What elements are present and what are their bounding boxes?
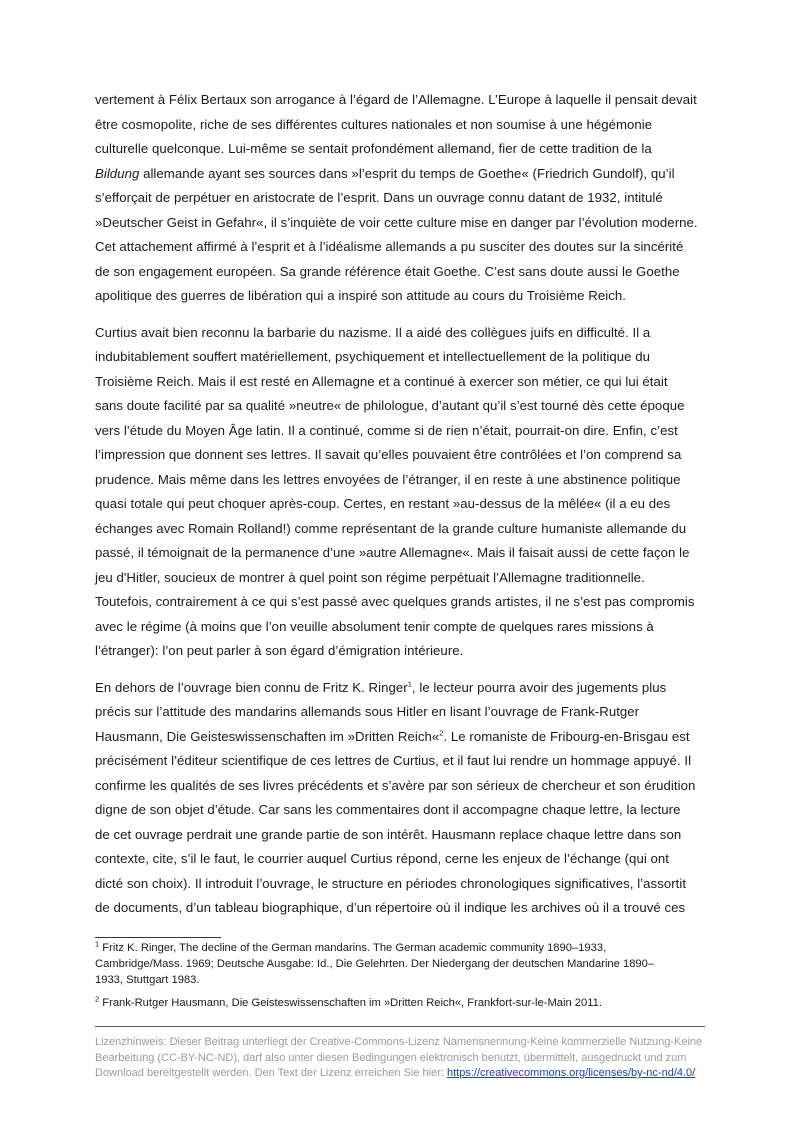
text-line: Bearbeitung (CC-BY-NC-ND), darf also unter diesen Bedingungen elektronisch benutzt, übermittelt, ausgedruckt und zum — [95, 1051, 687, 1064]
text-line: Lizenzhinweis: Dieser Beitrag unterliegt der Creative-Commons-Lizenz Namensnennung-Keine kommerzielle Nutzung-Keine — [95, 1036, 703, 1048]
text-line: quasi totale qui peut choquer après-coup. Certes, en restant »au-dessus de la mêlée« (il a eu des — [95, 496, 671, 511]
text-line: l’étranger): l’on peut parler à son égard d’émigration intérieure. — [95, 643, 464, 658]
text-line: sans doute facilité par sa qualité »neutre« de philologue, d’autant qu’il s’est tourné dès cette époque — [95, 398, 685, 413]
footnote-number: 1 — [95, 939, 100, 949]
text-line: vers l’étude du Moyen Âge latin. Il a continué, comme si de rien n’était, pourrait-on dire. Enfin, c’est — [95, 422, 678, 438]
paragraph-3 — [95, 676, 707, 921]
main-text — [95, 88, 707, 933]
text-line — [95, 162, 707, 187]
license-link[interactable]: https://creativecommons.org/licenses/by-nc-nd/4.0/ — [447, 1067, 696, 1079]
footnote-separator — [95, 937, 221, 938]
text-line: »Deutscher Geist in Gefahr«, il s’inquiète de voir cette culture mise en danger par l’évolution moderne. — [95, 214, 698, 230]
text-line: dicté son choix). Il introduit l’ouvrage, le structure en périodes chronologiques significatives, l’assortit — [95, 875, 687, 891]
text-line: indubitablement souffert matériellement, psychiquement et intellectuellement de la politique du — [95, 349, 651, 364]
text-fragment: Hausmann, Die Geisteswissenschaften im »Dritten Reich« — [95, 728, 440, 744]
text-fragment: . Le romaniste de Fribourg-en-Brisgau est — [443, 728, 690, 744]
text-line: Cambridge/Mass. 1969; Deutsche Ausgabe: Id., Die Gelehrten. Der Niedergang der deutschen Mandarine 1890– — [95, 958, 655, 970]
footnote-ref-2[interactable]: 2 — [439, 728, 444, 738]
paragraph-2 — [95, 321, 707, 664]
text-line: avec le régime (à moins que l’on veuille absolument tenir compte de quelques rares missions à — [95, 618, 654, 634]
text-line: prudence. Mais même dans les lettres envoyées de l’étranger, il en reste à une abstinence politique — [95, 471, 681, 487]
text-line: passé, il témoignait de la permanence d’une »autre Allemagne«. Mais il faisait aussi de cette façon le — [95, 545, 690, 560]
text-line: l’impression que donnent ses lettres. Il savait qu’elles pouvaient être contrôlées et l’on comprend sa — [95, 447, 682, 462]
license-notice — [95, 1035, 707, 1082]
text-line: échanges avec Romain Rolland!) comme représentant de la grande culture humaniste allemande du — [95, 520, 687, 536]
text-line — [95, 1066, 707, 1082]
footnote-2 — [95, 995, 707, 1011]
text-line: 1933, Stuttgart 1983. — [95, 974, 200, 986]
text-fragment: , le lecteur pourra avoir des jugements plus — [411, 679, 667, 695]
text-line: être cosmopolite, riche de ses différentes cultures nationales et non soumise à une hégémonie — [95, 116, 653, 132]
text-line: de son engagement européen. Sa grande référence était Goethe. C’est sans doute aussi le Goethe — [95, 263, 680, 279]
footnote-ref-1[interactable]: 1 — [407, 679, 412, 689]
text-line: jeu d'Hitler, soucieux de montrer à quel point son régime perpétuait l’Allemagne traditionnelle. — [95, 569, 645, 585]
text-fragment: Frank-Rutger Hausmann, Die Geisteswissenschaften im »Dritten Reich«, Frankfort-sur-le-Main 2011. — [99, 997, 602, 1009]
text-line: Cet attachement affirmé à l’esprit et à l’idéalisme allemands a pu susciter des doutes sur la sincérité — [95, 239, 684, 254]
text-fragment: Download bereitgestellt werden. Den Text der Lizenz erreichen Sie hier: — [95, 1067, 447, 1079]
text-fragment: allemande ayant ses sources dans »l’esprit du temps de Goethe« (Friedrich Gundolf), qu’il — [143, 165, 675, 181]
text-line: Toutefois, contrairement à ce qui s’est passé avec quelques grands artistes, il ne s’est pas compromis — [95, 594, 695, 609]
italic-term: Bildung — [95, 165, 140, 181]
text-line: de documents, d’un tableau biographique, d’un répertoire où il indique les archives où il a trouvé ces — [95, 900, 686, 915]
text-line: précis sur l’attitude des mandarins allemands sous Hitler en lisant l’ouvrage de Frank-Rutger — [95, 704, 640, 719]
text-line: précisément l’éditeur scientifique de ces lettres de Curtius, et il faut lui rendre un hommage appuyé. Il — [95, 753, 692, 768]
text-line: Troisième Reich. Mais il est resté en Allemagne et a continué à exercer son métier, ce qui lui était — [95, 373, 668, 389]
text-line: Curtius avait bien reconnu la barbarie du nazisme. Il a aidé des collègues juifs en difficulté. Il a — [95, 324, 651, 340]
text-line — [95, 676, 707, 701]
text-line: confirme les qualités de ses livres précédents et s’avère par son sérieux de chercheur et son érudition — [95, 777, 696, 793]
text-line: digne de son objet d’étude. Car sans les commentaires dont il accompagne chaque lettre, la lecture — [95, 802, 681, 817]
footnote-number: 2 — [95, 994, 100, 1004]
paragraph-1 — [95, 88, 707, 309]
text-line: s’efforçait de perpétuer en aristocrate de l’esprit. Dans un ouvrage connu datant de 1932, intitulé — [95, 190, 663, 205]
text-fragment: Fritz K. Ringer, The decline of the German mandarins. The German academic community 1890–1933, — [99, 942, 607, 954]
footnote-1 — [95, 940, 707, 988]
text-line: apolitique des guerres de libération qui a inspiré son attitude au cours du Troisième Reich. — [95, 288, 626, 303]
text-line — [95, 940, 707, 956]
license-separator — [95, 1026, 705, 1027]
text-line — [95, 995, 707, 1011]
text-fragment: En dehors de l’ouvrage bien connu de Fritz K. Ringer — [95, 679, 408, 695]
text-line: culturelle quelconque. Lui-même se sentait profondément allemand, fier de cette tradition de la — [95, 141, 652, 156]
footnotes — [95, 940, 707, 1018]
text-line — [95, 725, 707, 750]
text-line: contexte, cite, s’il le faut, le courrier auquel Curtius répond, cerne les enjeux de l’échange (qui ont — [95, 851, 670, 866]
text-line: de cet ouvrage perdrait une grande partie de son intérêt. Hausmann replace chaque lettre dans son — [95, 826, 682, 842]
text-line: vertement à Félix Bertaux son arrogance à l’égard de l’Allemagne. L’Europe à laquelle il pensait devait — [95, 92, 697, 107]
